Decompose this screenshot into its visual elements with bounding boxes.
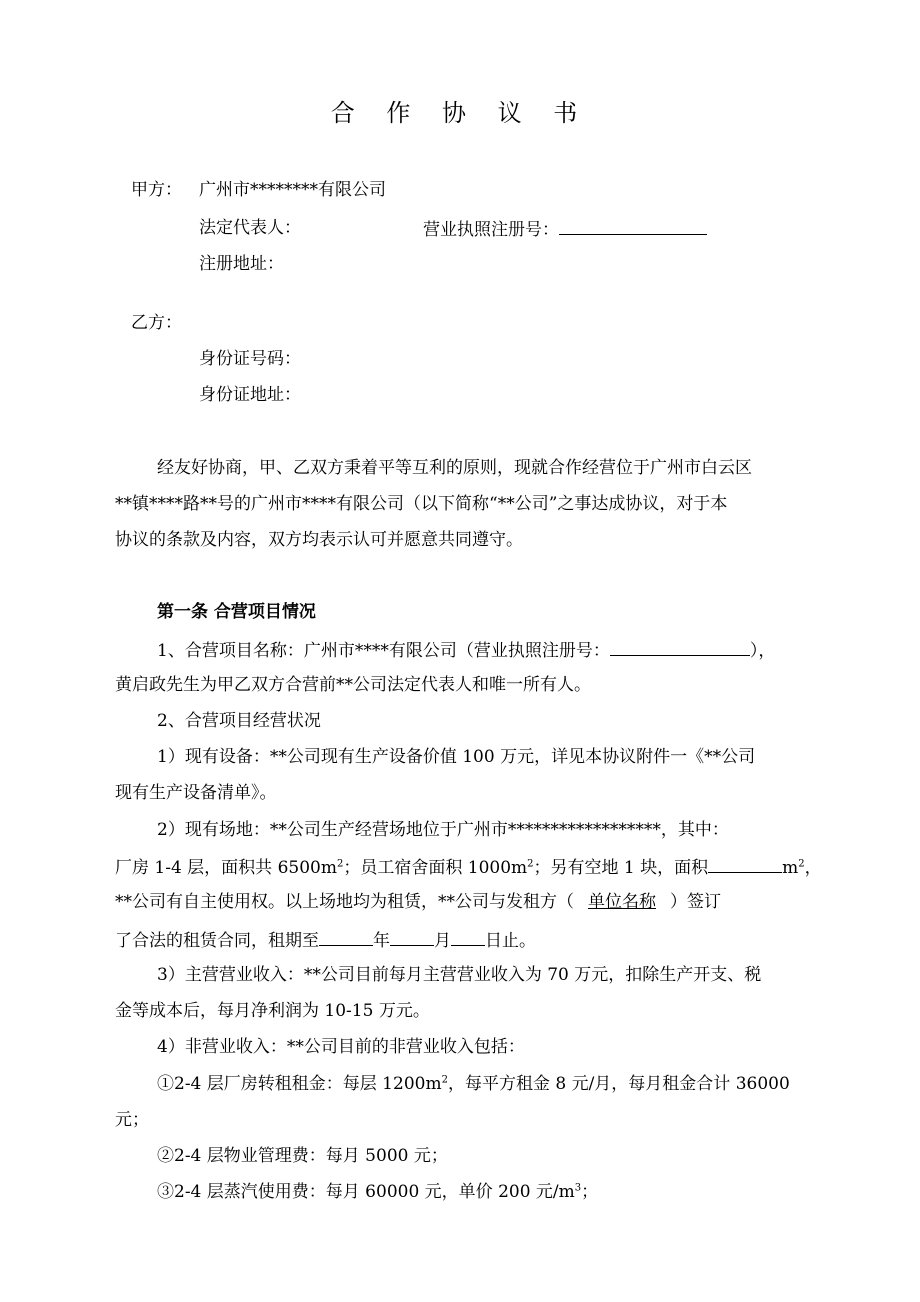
rent-line-2: 元； <box>115 1110 149 1130</box>
site-open-land: ；另有空地 1 块，面积 <box>533 858 709 878</box>
party-a-license-row <box>423 216 707 242</box>
site-lease-text: **公司有自主使用权。以上场地均为租赁，**公司与发租方（ <box>115 892 574 912</box>
site-day-blank <box>451 927 485 946</box>
party-b-label: 乙方： <box>131 313 182 333</box>
intro-line-2: **镇****路**号的广州市****有限公司（以下简称“**公司”之事达成协议，对于本 <box>115 494 728 514</box>
site-term-text: 了合法的租赁合同，租期至 <box>115 931 319 951</box>
site-sup-3: 2 <box>798 858 805 870</box>
rent-line-1 <box>157 1072 790 1096</box>
steam-sup: 3 <box>574 1182 582 1194</box>
site-line-2 <box>115 854 822 880</box>
item-2-heading: 2、合营项目经营状况 <box>157 711 321 731</box>
site-sup-2: 2 <box>527 858 534 870</box>
intro-line-1: 经友好协商，甲、乙双方秉着平等互利的原则，现就合作经营位于广州市白云区 <box>157 458 752 478</box>
document-title: 合 作 协 议 书 <box>330 99 590 127</box>
item-1-license-blank <box>610 637 750 656</box>
steam-fee-line <box>157 1180 598 1204</box>
party-a-license-blank <box>559 216 707 235</box>
item-1-line-2: 黄启政先生为甲乙双方合营前**公司法定代表人和唯一所有人。 <box>115 675 591 695</box>
article-1-heading: 第一条 合营项目情况 <box>157 602 316 622</box>
site-line-1: 2）现有场地：**公司生产经营场地位于广州市******************，其中： <box>157 820 729 840</box>
site-month: 月 <box>434 931 451 951</box>
site-year-blank <box>319 927 373 946</box>
equipment-line-2: 现有生产设备清单》。 <box>115 783 277 803</box>
item-1-close-paren: ）， <box>749 641 776 661</box>
site-sup-1: 2 <box>336 858 344 870</box>
rent-text-b: ，每平方租金 8 元/月，每月租金合计 36000 <box>447 1074 790 1094</box>
site-dorm-area: ；员工宿舍面积 1000m <box>343 858 528 878</box>
revenue-line-2: 金等成本后，每月净利润为 10-15 万元。 <box>115 1001 430 1021</box>
party-a-legal-rep-label: 法定代表人： <box>199 218 301 238</box>
site-line-3 <box>115 890 721 914</box>
site-comma: ， <box>804 858 822 878</box>
site-year: 年 <box>373 931 390 951</box>
management-fee-line: ②2-4 层物业管理费：每月 5000 元； <box>157 1146 448 1166</box>
steam-text-b: ； <box>581 1182 599 1202</box>
site-unit-m: m <box>782 858 799 878</box>
party-a-license-label: 营业执照注册号： <box>423 220 559 240</box>
nonoperating-line: 4）非营业收入：**公司目前的非营业收入包括： <box>157 1037 525 1057</box>
revenue-line-1: 3）主营营业收入：**公司目前每月主营营业收入为 70 万元，扣除生产开支、税 <box>157 965 762 985</box>
party-b-id-address-label: 身份证地址： <box>199 385 301 405</box>
site-signed: ）签订 <box>670 892 721 912</box>
site-unit-name: 单位名称 <box>588 892 656 912</box>
rent-sup: 2 <box>441 1074 448 1086</box>
intro-line-3: 协议的条款及内容，双方均表示认可并愿意共同遵守。 <box>115 530 523 550</box>
site-area-blank <box>708 854 782 873</box>
item-1-name-text: 1、合营项目名称：广州市****有限公司（营业执照注册号： <box>157 641 610 661</box>
rent-text-a: ①2-4 层厂房转租租金：每层 1200m <box>157 1074 442 1094</box>
site-line-4 <box>115 927 536 953</box>
site-month-blank <box>390 927 434 946</box>
party-a-label: 甲方： <box>131 180 182 200</box>
equipment-line-1: 1）现有设备：**公司现有生产设备价值 100 万元，详见本协议附件一《**公司 <box>157 747 756 767</box>
site-factory-area: 厂房 1-4 层，面积共 6500m <box>115 858 337 878</box>
party-a-name: 广州市********有限公司 <box>199 180 386 200</box>
party-b-id-number-label: 身份证号码： <box>199 349 301 369</box>
site-day-end: 日止。 <box>485 931 536 951</box>
item-1-line-1 <box>157 637 775 663</box>
steam-text-a: ③2-4 层蒸汽使用费：每月 60000 元，单价 200 元/m <box>157 1182 575 1202</box>
party-a-address-label: 注册地址： <box>199 254 284 274</box>
